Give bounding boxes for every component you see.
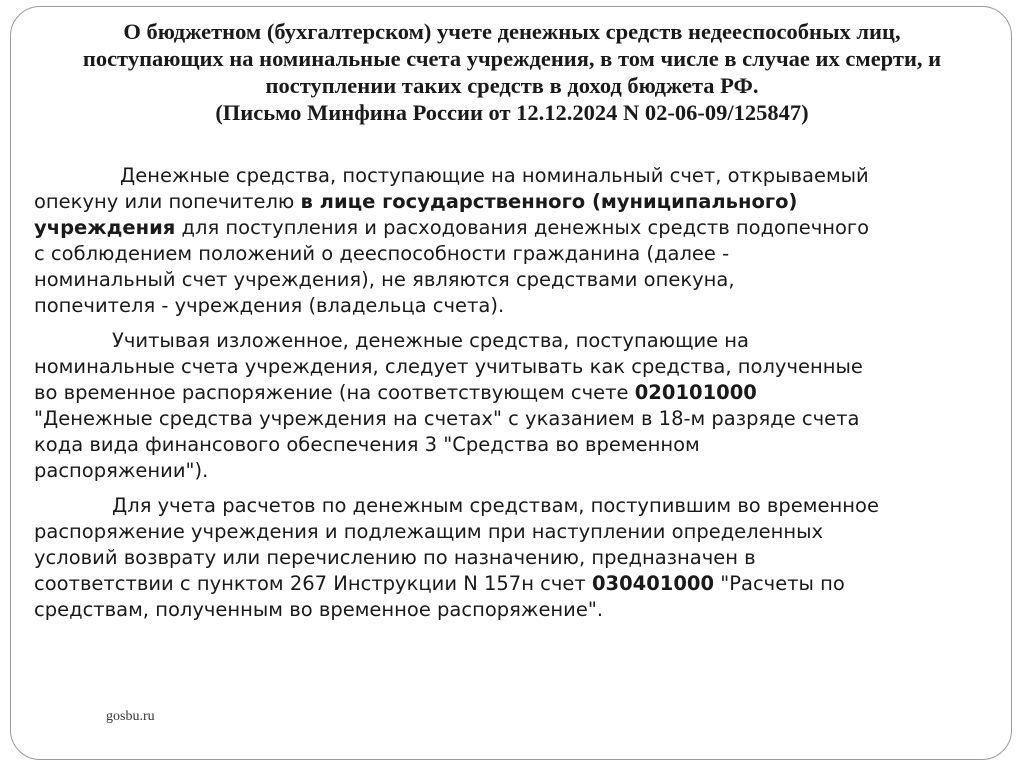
p1-line-6: попечителя - учреждения (владельца счета). xyxy=(34,294,505,317)
p1-line-1: Денежные средства, поступающие на номинальный счет, открываемый xyxy=(120,164,869,187)
p1-line-2 xyxy=(34,189,984,215)
p2-line-1: Учитывая изложенное, денежные средства, поступающие на xyxy=(112,329,750,352)
p2-line-3-account: 020101000 xyxy=(634,381,757,404)
title-line-1: О бюджетном (бухгалтерском) учете денежных средств недееспособных лиц, xyxy=(123,19,901,44)
p1-line-3-bold: учреждения xyxy=(34,216,176,239)
p2-line-4: "Денежные средства учреждения на счетах" с указанием в 18-м разряде счета xyxy=(34,407,860,430)
p3-line-4 xyxy=(34,571,984,597)
p3-line-1: Для учета расчетов по денежным средствам, поступившим во временное xyxy=(112,494,879,517)
title-line-3: поступлении таких средств в доход бюджета РФ. xyxy=(265,73,759,98)
p2-line-3 xyxy=(34,380,984,406)
p1-line-5: номинальный счет учреждения), не являются средствами опекуна, xyxy=(34,268,735,291)
p1-line-3 xyxy=(34,215,984,241)
p3-line-3: условий возврату или перечислению по назначению, предназначен в xyxy=(34,546,756,569)
p2-line-2: номинальные счета учреждения, следует учитывать как средства, полученные xyxy=(34,355,863,378)
p1-line-2-text: опекуну или попечителю xyxy=(34,190,301,213)
p2-line-6: распоряжении"). xyxy=(34,459,209,482)
paragraph-1 xyxy=(34,163,984,319)
title-line-2: поступающих на номинальные счета учреждения, в том числе в случае их смерти, и xyxy=(82,46,942,71)
p3-line-4-account: 030401000 xyxy=(591,572,715,595)
p3-line-5: средствам, полученным во временное распоряжение". xyxy=(34,598,604,621)
p1-line-3-text: для поступления и расходования денежных средств подопечного xyxy=(175,216,870,239)
p3-line-4-tail: "Расчеты по xyxy=(714,572,845,595)
p3-line-4-text: соответствии с пунктом 267 Инструкции N 157н счет xyxy=(34,572,592,595)
slide-body xyxy=(34,163,984,632)
title-source-letter: (Письмо Минфина России от 12.12.2024 N 02-06-09/125847) xyxy=(215,100,809,125)
paragraph-2 xyxy=(34,328,984,484)
footer-source: gosbu.ru xyxy=(106,709,155,724)
p1-line-4: с соблюдением положений о дееспособности гражданина (далее - xyxy=(34,242,730,265)
p2-line-5: кода вида финансового обеспечения 3 "Средства во временном xyxy=(34,433,700,456)
p3-line-2: распоряжение учреждения и подлежащим при наступлении определенных xyxy=(34,520,824,543)
slide-title xyxy=(40,18,984,126)
p1-line-2-bold: в лице государственного (муниципального) xyxy=(300,190,798,213)
paragraph-3 xyxy=(34,493,984,623)
p2-line-3-text: во временное распоряжение (на соответствующем счете xyxy=(34,381,635,404)
